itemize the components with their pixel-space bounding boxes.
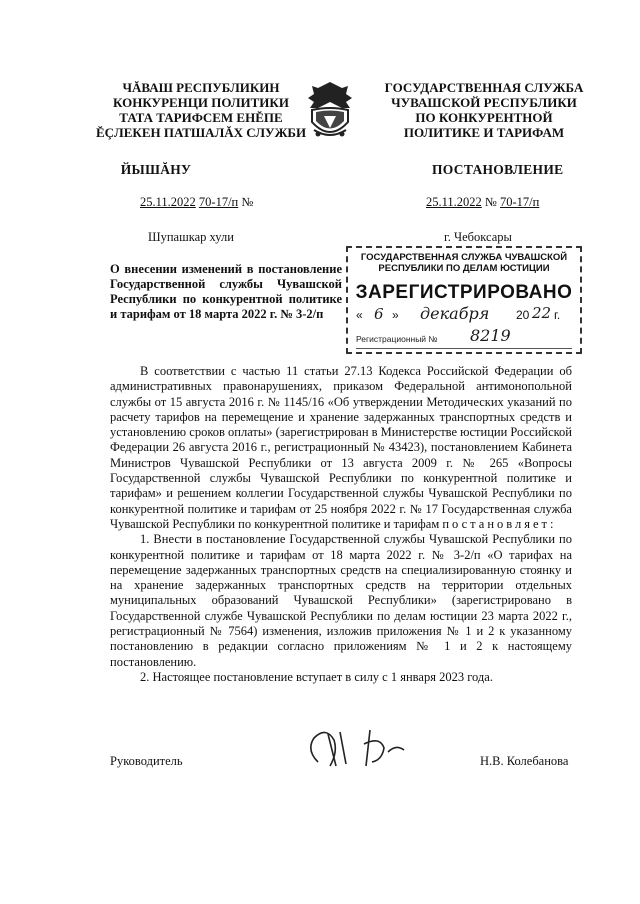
- stamp-year-suffix: 22: [532, 304, 552, 322]
- body-paragraph: [110, 364, 572, 532]
- number-right: 70-17/п: [499, 195, 540, 209]
- signer-title: Руководитель: [110, 754, 183, 768]
- header-left-line: ĔÇЛЕКЕН ПАТШАЛĂХ СЛУЖБИ: [96, 125, 307, 140]
- doc-type-left: ЙЫШĂНУ: [120, 162, 192, 177]
- header-left: [96, 80, 306, 140]
- document-subject: О внесении изменений в постановление Государственной службы Чувашской Республики по конкурентной политике и тарифам от 18 марта 2022 г. № 3-2/п: [110, 262, 342, 321]
- header-left-line: ТАТА ТАРИФСЕМ ЕНĔПЕ: [119, 110, 283, 125]
- stamp-year-prefix: 20: [516, 308, 530, 322]
- stamp-close-quote: »: [392, 308, 399, 322]
- header-right-line: ЧУВАШСКОЙ РЕСПУБЛИКИ: [391, 95, 577, 110]
- stamp-open-quote: «: [356, 308, 363, 322]
- stamp-day: 6: [374, 305, 384, 323]
- doc-type-right: ПОСТАНОВЛЕНИЕ: [432, 162, 564, 177]
- number-sign-right: №: [484, 195, 497, 209]
- header-right-line: ПО КОНКУРЕНТНОЙ: [415, 110, 553, 125]
- document-body: [110, 364, 572, 685]
- stamp-reg-number: 8219: [470, 326, 511, 345]
- stamp-status: ЗАРЕГИСТРИРОВАНО: [355, 282, 573, 303]
- date-left: 25.11.2022: [140, 195, 196, 209]
- body-paragraph: 1. Внести в постановление Государственной службы Чувашской Республики по конкурентной политике и тарифам от 18 марта 2022 г. № 3-2/п «О тарифах на перемещение задержанных транспортных средств на специализированную стоянку и на хранение задержанных транспортных средств на территории отдельных муниципальных образований Чувашской Республики» (зарегистрировано в Государственной службе Чувашской Республики по делам юстиции 23 марта 2022 г., регистрационный № 7564) изменения, изложив приложения № 1 и 2 к указанному постановлению в редакции согласно приложениям № 1 и 2 к настоящему постановлению.: [110, 532, 572, 669]
- number-left: 70-17/п: [198, 195, 239, 209]
- header-right: [384, 80, 584, 140]
- stamp-reg-label: Регистрационный №: [356, 334, 438, 344]
- coat-of-arms-icon: [302, 80, 358, 144]
- registration-stamp: [346, 246, 582, 354]
- stamp-date: [356, 304, 572, 326]
- decree-keyword: постановляет:: [442, 516, 557, 531]
- city-right: г. Чебоксары: [444, 230, 512, 244]
- header-left-line: КОНКУРЕНЦИ ПОЛИТИКИ: [113, 95, 289, 110]
- header-right-line: ГОСУДАРСТВЕННАЯ СЛУЖБА: [384, 80, 584, 95]
- header-left-line: ЧĂВАШ РЕСПУБЛИКИН: [122, 80, 280, 95]
- date-line-left: [140, 195, 253, 210]
- stamp-org: ГОСУДАРСТВЕННАЯ СЛУЖБА ЧУВАШСКОЙ РЕСПУБЛИКИ ПО ДЕЛАМ ЮСТИЦИИ: [360, 252, 568, 274]
- signer-name: Н.В. Колебанова: [480, 754, 569, 768]
- city-left: Шупашкар хули: [148, 230, 234, 244]
- body-paragraph: 2. Настоящее постановление вступает в силу с 1 января 2023 года.: [140, 669, 493, 684]
- handwritten-signature-icon: [300, 722, 430, 774]
- number-sign-left: №: [241, 195, 254, 209]
- date-right: 25.11.2022: [426, 195, 482, 209]
- stamp-month: декабря: [420, 304, 490, 323]
- date-line-right: [426, 195, 539, 210]
- stamp-year-mark: г.: [554, 308, 561, 322]
- body-paragraph-text: В соответствии с частью 11 статьи 27.13 Кодекса Российской Федерации об административных правонарушениях, приказом Федеральной антимонопольной службы от 15 августа 2016 г. № 1145/16 «Об утверждении Методических указаний по расчету тарифов на перемещение и хранение задержанных транспортных средств и установлению сроков оплаты» (зарегистрирован в Министерстве юстиции Российской Федерации 26 августа 2016 г., регистрационный № 43423), постановлением Кабинета Министров Чувашской Республики от 13 августа 2009 г. № 265 «Вопросы Государственной службы Чувашской Республики по конкурентной политике и тарифам» и решением коллегии Государственной службы Чувашской Республики по конкурентной политике и тарифам от 25 ноября 2022 г. № 17 Государственная служба Чувашской Республики по конкурентной политике и тарифам: [110, 364, 572, 531]
- header-right-line: ПОЛИТИКЕ И ТАРИФАМ: [403, 125, 565, 140]
